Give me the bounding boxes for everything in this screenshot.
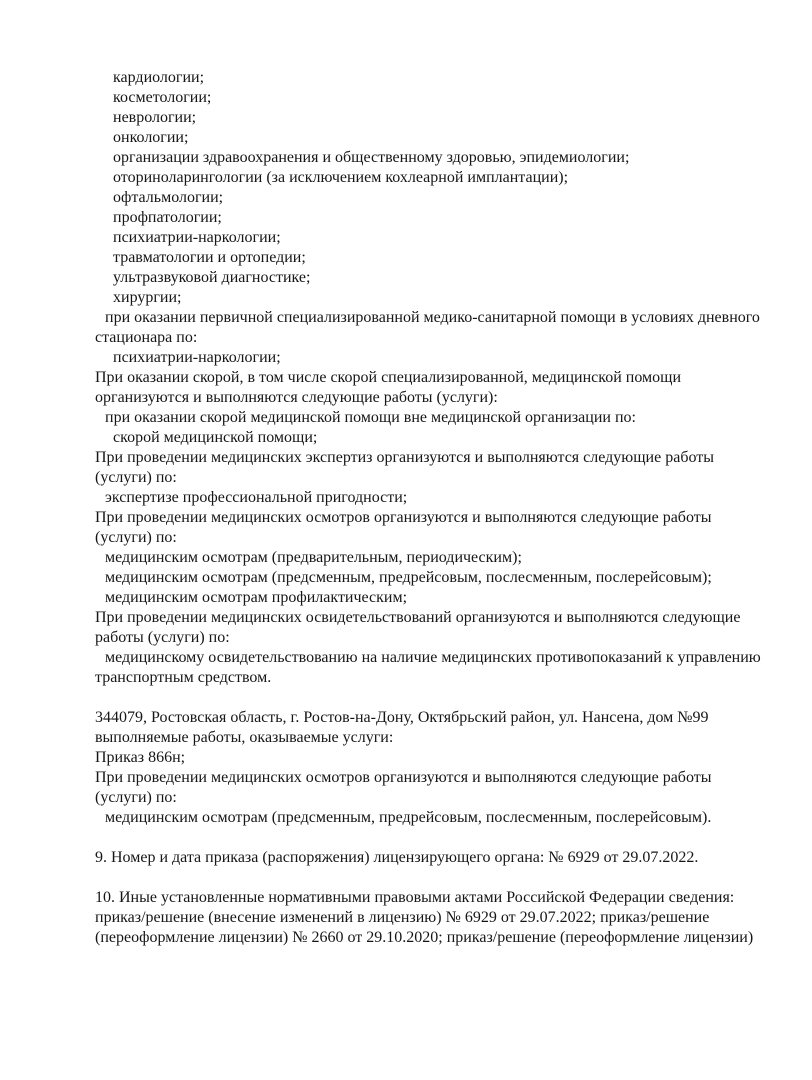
text-line: Приказ 866н; [95,749,186,766]
text-line: выполняемые работы, оказываемые услуги: [95,729,394,746]
text-line: онкологии; [113,129,189,146]
text-line: При проведении медицинских экспертиз организуются и выполняются следующие работы [95,449,714,466]
text-line: оториноларингологии (за исключением кохлеарной имплантации); [113,169,569,186]
text-line: (переоформление лицензии) № 2660 от 29.10.2020; приказ/решение (переоформление лицензии) [95,929,754,946]
text-line: офтальмологии; [113,189,224,206]
text-line: профпатологии; [113,209,222,226]
text-line: при оказании первичной специализированной медико-санитарной помощи в условиях дневного [105,309,760,326]
text-line: транспортным средством. [95,669,272,686]
text-line: (услуги) по: [95,469,177,486]
text-line: хирургии; [113,289,182,306]
text-line: При проведении медицинских освидетельствований организуются и выполняются следующие [95,609,741,626]
text-line: медицинским осмотрам профилактическим; [105,589,408,606]
text-line: организации здравоохранения и общественному здоровью, эпидемиологии; [113,149,630,166]
text-line: скорой медицинской помощи; [113,429,318,446]
text-line: работы (услуги) по: [95,629,230,646]
blank-line [95,868,776,888]
text-line: ультразвуковой диагностике; [113,269,311,286]
text-line: травматологии и ортопедии; [113,249,306,266]
blank-line [95,828,776,848]
text-line: 10. Иные установленные нормативными правовыми актами Российской Федерации сведения: [95,889,735,906]
text-line: 344079, Ростовская область, г. Ростов-на-Дону, Октябрьский район, ул. Нансена, дом №99 [95,709,709,726]
text-line: (услуги) по: [95,529,177,546]
document-body [95,68,776,948]
text-line: При оказании скорой, в том числе скорой специализированной, медицинской помощи [95,369,682,386]
text-line: 9. Номер и дата приказа (распоряжения) лицензирующего органа: № 6929 от 29.07.2022. [95,849,699,866]
text-line: стационара по: [95,329,198,346]
text-line: медицинским осмотрам (предсменным, предрейсовым, послесменным, послерейсовым); [105,569,712,586]
text-line: При проведении медицинских осмотров организуются и выполняются следующие работы [95,769,712,786]
blank-line [95,688,776,708]
text-line: медицинским осмотрам (предсменным, предрейсовым, послесменным, послерейсовым). [105,809,712,826]
text-line: психиатрии-наркологии; [113,229,281,246]
text-line: психиатрии-наркологии; [113,349,281,366]
text-line: (услуги) по: [95,789,177,806]
text-line: медицинскому освидетельствованию на наличие медицинских противопоказаний к управлению [105,649,761,666]
text-line: организуются и выполняются следующие работы (услуги): [95,389,498,406]
text-line: при оказании скорой медицинской помощи вне медицинской организации по: [105,409,636,426]
text-line: приказ/решение (внесение изменений в лицензию) № 6929 от 29.07.2022; приказ/решение [95,909,710,926]
text-line: косметологии; [113,89,212,106]
text-line: кардиологии; [113,69,205,86]
text-line: При проведении медицинских осмотров организуются и выполняются следующие работы [95,509,712,526]
text-line: неврологии; [113,109,197,126]
text-line: экспертизе профессиональной пригодности; [105,489,408,506]
text-line: медицинским осмотрам (предварительным, периодическим); [105,549,522,566]
